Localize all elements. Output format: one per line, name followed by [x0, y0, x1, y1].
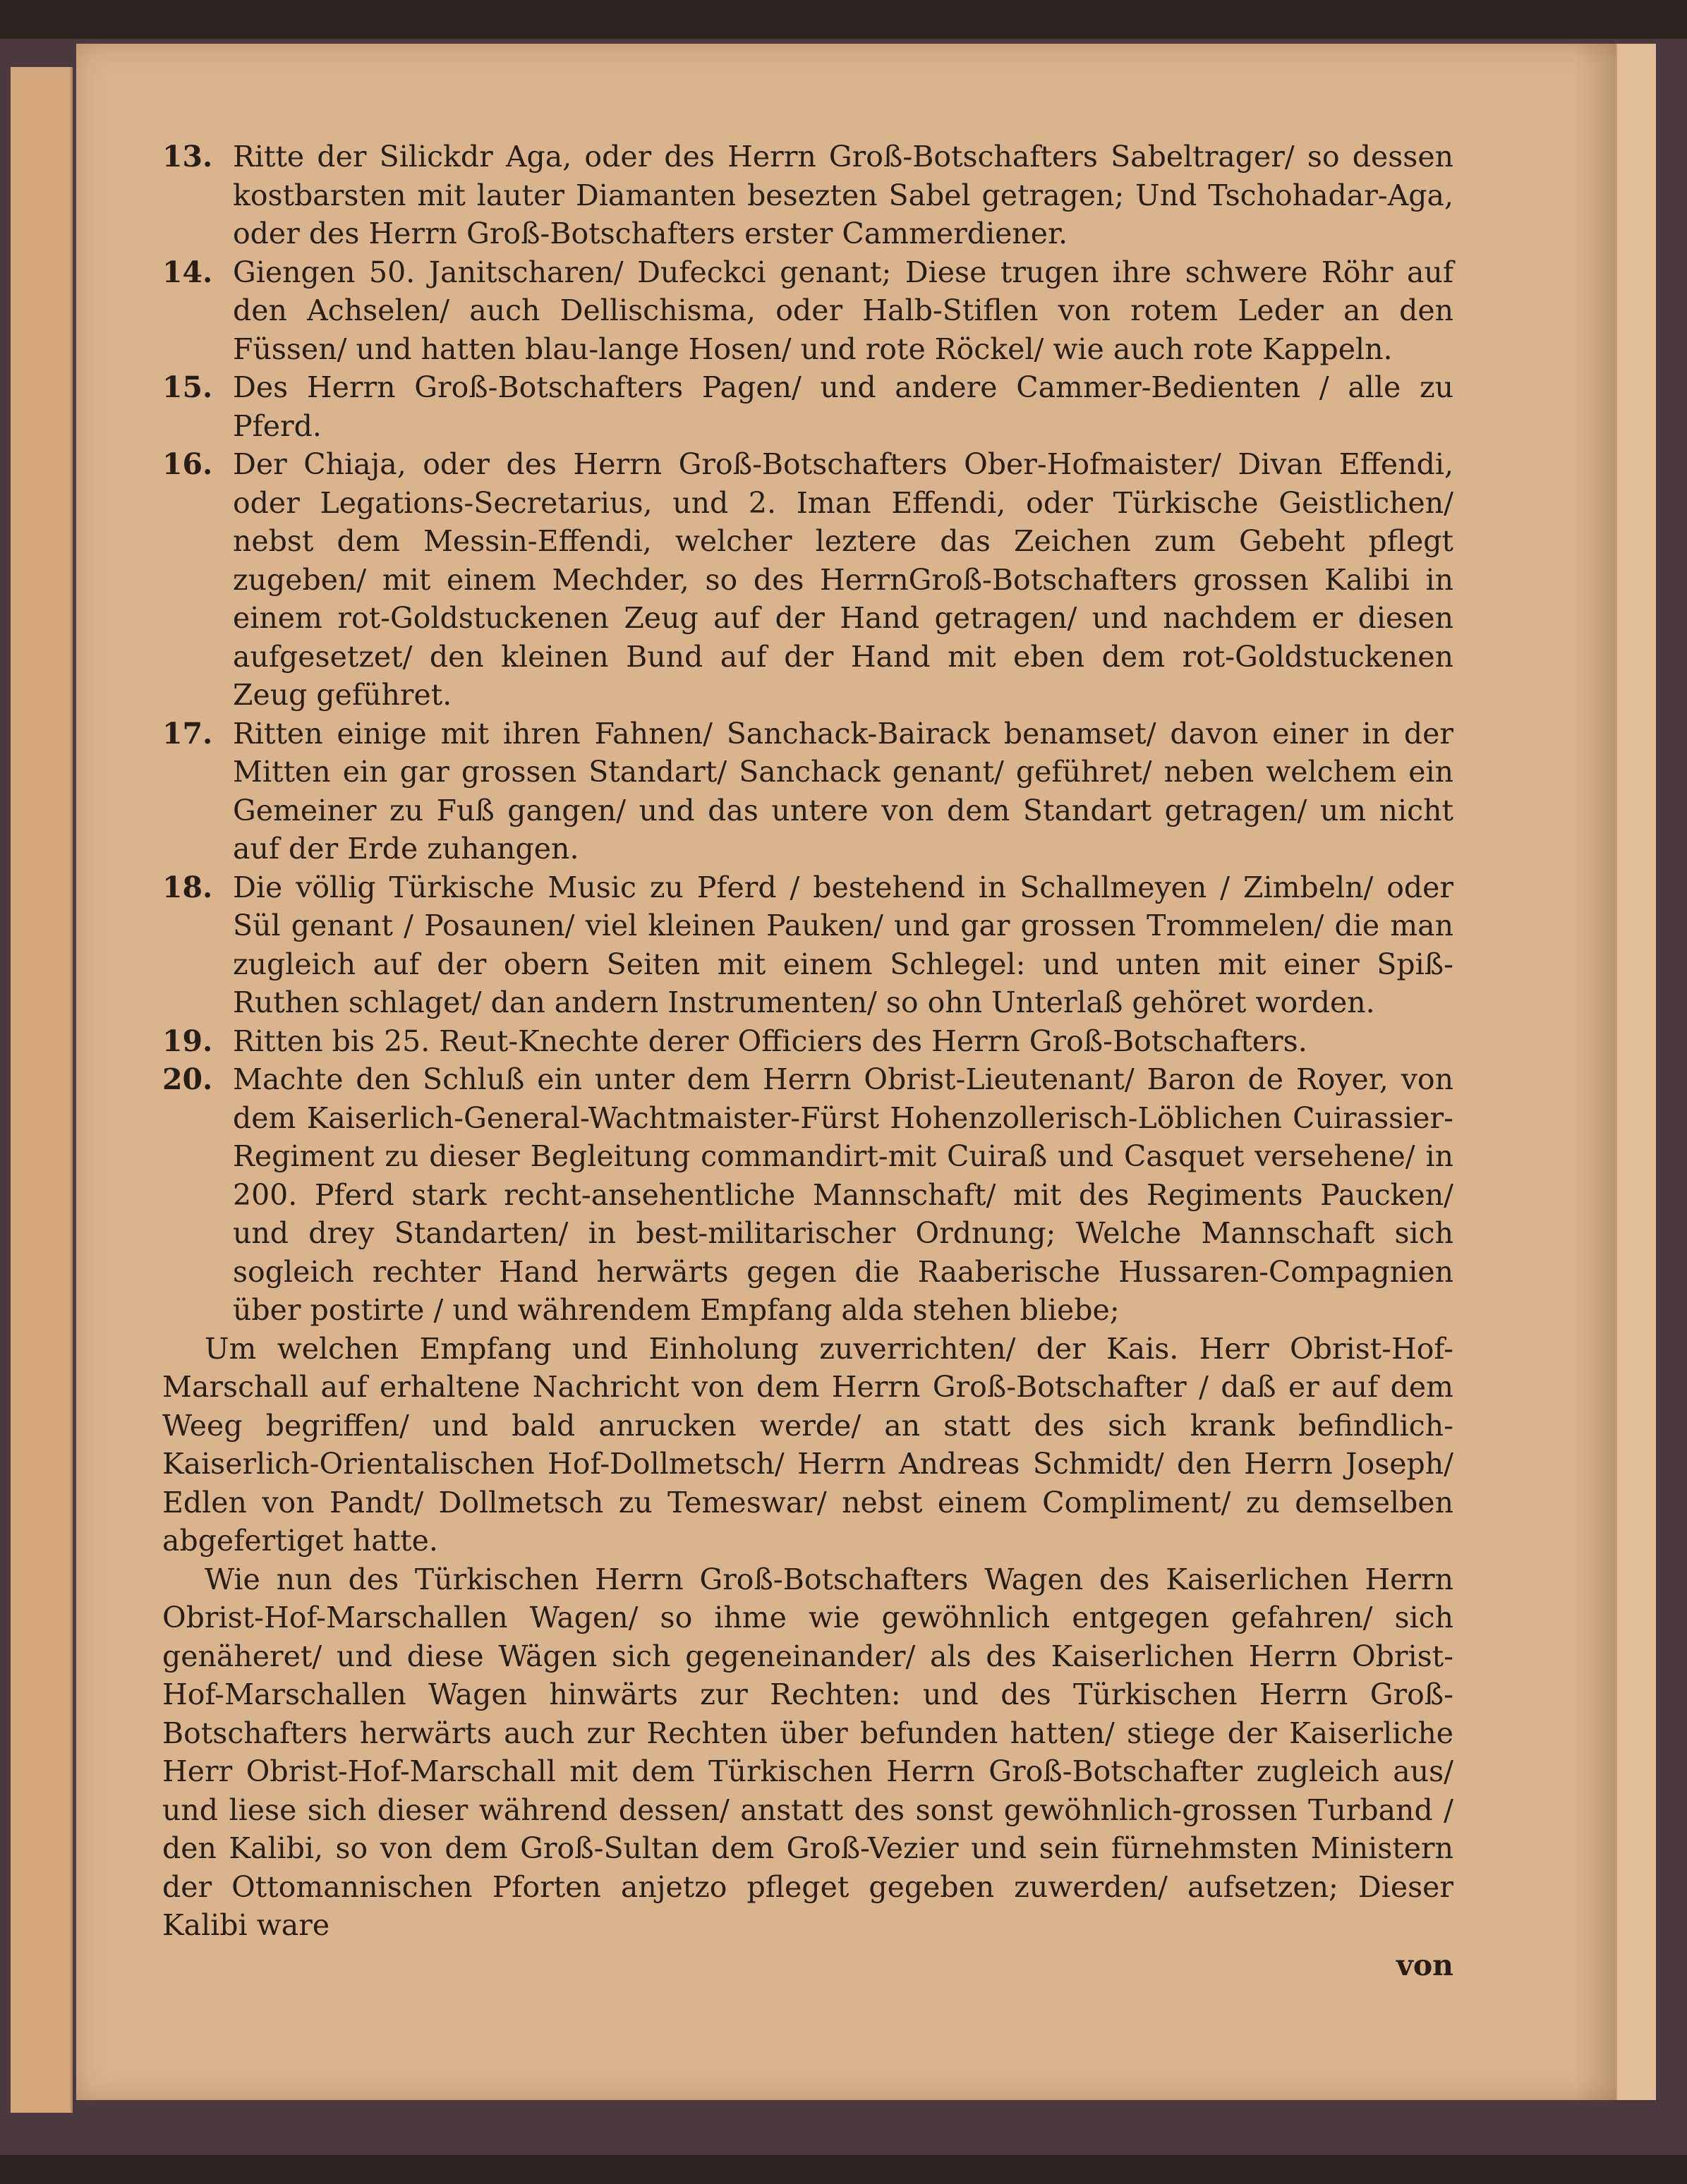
- entry-number: 17.: [162, 716, 213, 751]
- entry-text: Des Herrn Groß-Botschafters Pagen/ und andere Cammer-Bedienten / alle zu Pferd.: [233, 370, 1453, 443]
- entry-number: 14.: [162, 255, 213, 289]
- body-paragraph: Um welchen Empfang und Einholung zuverrichten/ der Kais. Herr Obrist-Hof-Marschall auf erhaltene Nachricht von dem Herrn Groß-Botschafter / daß er auf dem Weeg begriffen/ und bald anrucken werde/ an statt des sich krank befindlich-Kaiserlich-Orientalischen Hof-Dollmetsch/ Herrn Andreas Schmidt/ den Herrn Joseph/ Edlen von Pandt/ Dollmetsch zu Temeswar/ nebst einem Compliment/ zu demselben abgefertiget hatte.: [162, 1331, 1453, 1558]
- list-item: [162, 868, 1453, 1022]
- entry-number: 13.: [162, 140, 213, 174]
- entry-text: Ritten bis 25. Reut-Knechte derer Officiers des Herrn Groß-Botschafters.: [233, 1024, 1307, 1058]
- entry-number: 19.: [162, 1024, 213, 1058]
- entry-number: 20.: [162, 1062, 213, 1096]
- entry-number: 18.: [162, 870, 213, 904]
- preceding-page-edge: [11, 67, 73, 2113]
- list-item: [162, 253, 1453, 369]
- list-item: [162, 715, 1453, 868]
- page-text: [162, 138, 1453, 1984]
- body-paragraph: Wie nun des Türkischen Herrn Groß-Botschafters Wagen des Kaiserlichen Herrn Obrist-Hof-Marschallen Wagen/ so ihme wie gewöhnlich entgegen gefahren/ sich genäheret/ und diese Wägen sich gegeneinander/ als des Kaiserlichen Herrn Obrist-Hof-Marschallen Wagen hinwärts zur Rechten: und des Türkischen Herrn Groß-Botschafters herwärts auch zur Rechten über befunden hatten/ stiege der Kaiserliche Herr Obrist-Hof-Marschall mit dem Türkischen Herrn Groß-Botschafter zugleich aus/ und liese sich dieser während dessen/ anstatt des sonst gewöhnlich-grossen Turband / den Kalibi, so von dem Groß-Sultan dem Groß-Vezier und sein fürnehmsten Ministern der Ottomannischen Pforten anjetzo pfleget gegeben zuwerden/ aufsetzen; Dieser Kalibi ware: [162, 1562, 1453, 1942]
- list-item: [162, 138, 1453, 253]
- entry-text: Ritte der Silickdr Aga, oder des Herrn Groß-Botschafters Sabeltrager/ so dessen kostbarsten mit lauter Diamanten besezten Sabel getragen; Und Tschohadar-Aga, oder des Herrn Groß-Botschafters erster Cammerdiener.: [233, 140, 1453, 250]
- entry-text: Ritten einige mit ihren Fahnen/ Sanchack-Bairack benamset/ davon einer in der Mitten ein gar grossen Standart/ Sanchack genant/ geführet/ neben welchem ein Gemeiner zu Fuß gangen/ und das untere von dem Standart getragen/ um nicht auf der Erde zuhangen.: [233, 716, 1453, 866]
- catchword: von: [1396, 1948, 1453, 1982]
- entry-text: Der Chiaja, oder des Herrn Groß-Botschafters Ober-Hofmaister/ Divan Effendi, oder Legations-Secretarius, und 2. Iman Effendi, oder Türkische Geistlichen/ nebst dem Messin-Effendi, welcher leztere das Zeichen zum Gebeht pflegt zugeben/ mit einem Mechder, so des HerrnGroß-Botschafters grossen Kalibi in einem rot-Goldstuckenen Zeug auf der Hand getragen/ und nachdem er diesen aufgesetzet/ den kleinen Bund auf der Hand mit eben dem rot-Goldstuckenen Zeug geführet.: [233, 447, 1453, 712]
- list-item: [162, 368, 1453, 445]
- entry-number: 16.: [162, 447, 213, 481]
- entry-text: Machte den Schluß ein unter dem Herrn Obrist-Lieutenant/ Baron de Royer, von dem Kaiserlich-General-Wachtmaister-Fürst Hohenzollerisch-Löblichen Cuirassier-Regiment zu dieser Begleitung commandirt-mit Cuiraß und Casquet versehene/ in 200. Pferd stark recht-ansehentliche Mannschaft/ mit des Regiments Paucken/ und drey Standarten/ in best-militarischer Ordnung; Welche Mannschaft sich sogleich rechter Hand herwärts gegen die Raaberische Hussaren-Compagnien über postirte / und währendem Empfang alda stehen bliebe;: [233, 1062, 1453, 1327]
- entry-number: 15.: [162, 370, 213, 404]
- list-item: [162, 445, 1453, 715]
- page-stack-edge: [1616, 44, 1656, 2100]
- list-item: [162, 1060, 1453, 1330]
- list-item: [162, 1022, 1453, 1061]
- entry-text: Die völlig Türkische Music zu Pferd / bestehend in Schallmeyen / Zimbeln/ oder Sül genant / Posaunen/ viel kleinen Pauken/ und gar grossen Trommelen/ die man zugleich auf der obern Seiten mit einem Schlegel: und unten mit einer Spiß-Ruthen schlaget/ dan andern Instrumenten/ so ohn Unterlaß gehöret worden.: [233, 870, 1453, 1019]
- entry-text: Giengen 50. Janitscharen/ Dufeckci genant; Diese trugen ihre schwere Röhr auf den Achselen/ auch Dellischisma, oder Halb-Stiflen von rotem Leder an den Füssen/ und hatten blau-lange Hosen/ und rote Röckel/ wie auch rote Kappeln.: [233, 255, 1453, 366]
